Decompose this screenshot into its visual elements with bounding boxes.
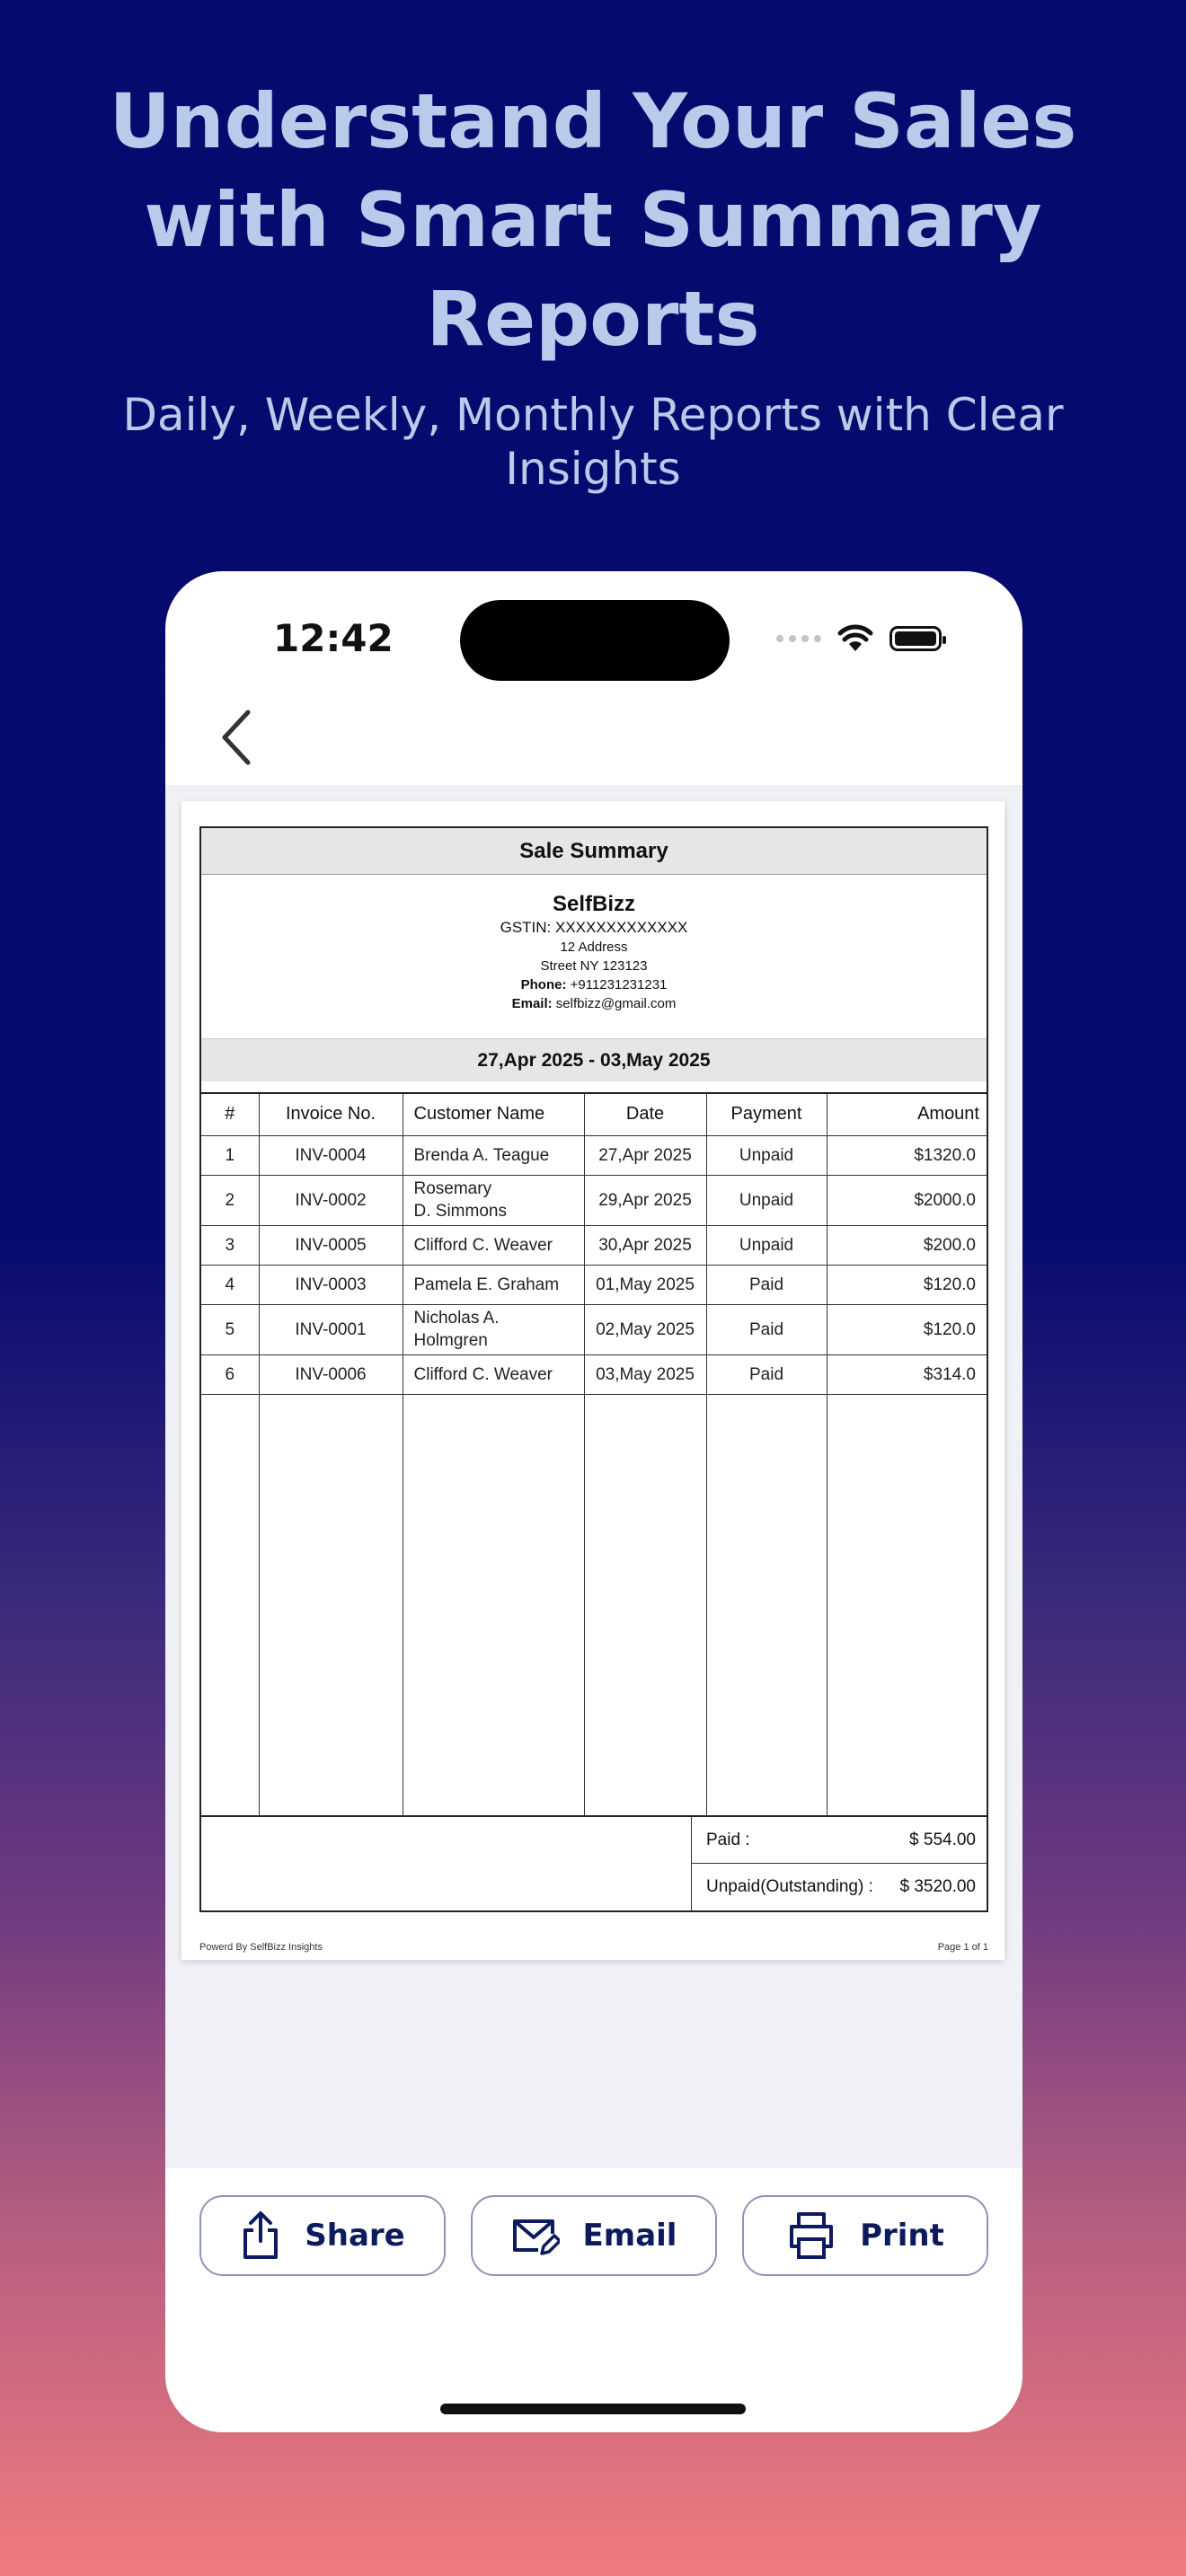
table-cell: INV-0004 [259,1135,403,1175]
share-label: Share [305,2218,405,2254]
printer-icon [786,2210,836,2261]
table-cell: Paid [706,1265,827,1304]
share-icon [240,2210,281,2261]
column-header: Customer Name [403,1094,584,1135]
paid-label: Paid : [706,1830,750,1849]
totals-blank [201,1817,692,1910]
table-row [201,1304,987,1354]
email-icon [511,2214,560,2257]
empty-cell [706,1394,827,1816]
table-cell: 29,Apr 2025 [584,1175,706,1225]
paid-value: $ 554.00 [909,1830,976,1849]
unpaid-total-row [692,1864,987,1910]
table-cell: $200.0 [827,1225,987,1265]
print-label: Print [860,2218,944,2254]
table-body [201,1135,987,1816]
table-cell: Clifford C. Weaver [403,1354,584,1394]
phone-label: Phone: [520,977,567,992]
table-cell: 3 [201,1225,259,1265]
empty-cell [259,1394,403,1816]
empty-cell [201,1394,259,1816]
table-header-row [201,1094,987,1135]
table-cell: Nicholas A. Holmgren [403,1304,584,1354]
table-cell: $120.0 [827,1304,987,1354]
paid-total-row [692,1817,987,1864]
print-button[interactable] [742,2195,988,2276]
table-cell: 1 [201,1135,259,1175]
table-row [201,1175,987,1225]
email-button[interactable] [471,2195,717,2276]
table-cell: 30,Apr 2025 [584,1225,706,1265]
table-cell: INV-0001 [259,1304,403,1354]
column-header: Amount [827,1094,987,1135]
headline-line-1: Understand Your Sales [109,77,1077,165]
table-cell: Paid [706,1304,827,1354]
report-footer [199,1942,988,1953]
table-cell: INV-0002 [259,1175,403,1225]
report-page [181,801,1005,1960]
column-header: Date [584,1094,706,1135]
table-cell: INV-0005 [259,1225,403,1265]
table-cell: $1320.0 [827,1135,987,1175]
share-button[interactable] [199,2195,446,2276]
table-row [201,1354,987,1394]
page-number: Page 1 of 1 [937,1942,988,1953]
totals-values [692,1817,987,1910]
company-gstin: GSTIN: XXXXXXXXXXXXX [500,919,688,936]
home-indicator [440,2404,746,2414]
headline [0,72,1186,368]
date-range: 27,Apr 2025 - 03,May 2025 [201,1038,987,1081]
empty-cell [827,1394,987,1816]
subheadline: Daily, Weekly, Monthly Reports with Clear Insights [122,389,1064,495]
sales-table [201,1094,987,1817]
company-info [201,875,987,1038]
table-cell: Paid [706,1354,827,1394]
headline-line-2: with Smart Summary [144,176,1042,264]
table-cell: 2 [201,1175,259,1225]
column-header: # [201,1094,259,1135]
section-spacer [201,1081,987,1094]
status-icons [776,621,942,657]
company-phone [201,975,987,994]
empty-cell [584,1394,706,1816]
table-cell: Pamela E. Graham [403,1265,584,1304]
pdf-preview-area[interactable] [165,785,1022,2168]
table-cell: 6 [201,1354,259,1394]
status-time: 12:42 [273,616,394,660]
company-email [201,994,987,1013]
table-cell: 01,May 2025 [584,1265,706,1304]
email-value: selfbizz@gmail.com [555,996,677,1011]
table-cell: Clifford C. Weaver [403,1225,584,1265]
table-cell: $2000.0 [827,1175,987,1225]
email-label: Email [582,2218,677,2254]
table-row [201,1265,987,1304]
column-header: Payment [706,1094,827,1135]
phone-frame [165,571,1022,2432]
table-cell: INV-0006 [259,1354,403,1394]
chevron-left-icon [219,709,255,766]
empty-cell [403,1394,584,1816]
table-cell: 02,May 2025 [584,1304,706,1354]
cellular-signal-icon [776,635,821,642]
table-row [201,1225,987,1265]
table-cell: Unpaid [706,1225,827,1265]
company-address-2: Street NY 123123 [540,958,648,974]
headline-line-3: Reports [426,275,760,363]
table-cell: Brenda A. Teague [403,1135,584,1175]
powered-by-text: Powerd By SelfBizz Insights [199,1942,323,1953]
unpaid-label: Unpaid(Outstanding) : [706,1877,873,1896]
totals-section [201,1817,987,1910]
table-cell: Rosemary D. Simmons [403,1175,584,1225]
table-cell: INV-0003 [259,1265,403,1304]
column-header: Invoice No. [259,1094,403,1135]
table-cell: 03,May 2025 [584,1354,706,1394]
report-title: Sale Summary [201,828,987,875]
table-filler-row [201,1394,987,1816]
table-cell: $120.0 [827,1265,987,1304]
back-button[interactable] [201,697,273,778]
phone-value: +911231231231 [570,977,668,992]
table-row [201,1135,987,1175]
dynamic-island [460,600,730,681]
company-name: SelfBizz [552,892,635,916]
report-document [199,826,988,1912]
wifi-icon [837,624,873,653]
table-cell: 4 [201,1265,259,1304]
action-bar [165,2168,1022,2432]
table-cell: Unpaid [706,1175,827,1225]
table-cell: 5 [201,1304,259,1354]
table-cell: 27,Apr 2025 [584,1135,706,1175]
battery-icon [890,626,942,651]
table-cell: Unpaid [706,1135,827,1175]
email-label: Email: [511,996,553,1011]
unpaid-value: $ 3520.00 [899,1877,976,1896]
table-cell: $314.0 [827,1354,987,1394]
company-address-1: 12 Address [560,940,628,955]
